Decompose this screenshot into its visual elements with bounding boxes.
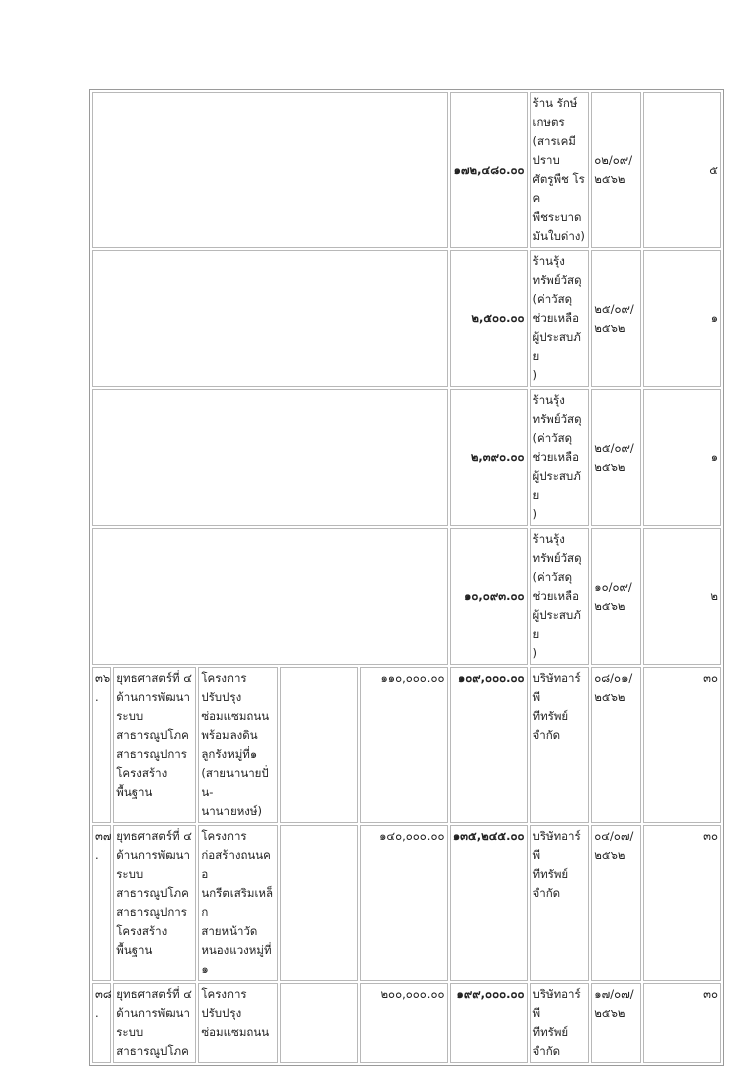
row-number-line: ๓๗	[95, 829, 112, 843]
project-line: โครงการ	[201, 671, 247, 685]
vendor-cell	[530, 250, 590, 387]
project-line: พร้อมลงดิน	[201, 728, 258, 742]
project-line: นานายหงษ์)	[201, 804, 262, 818]
row-number-cell	[92, 667, 111, 823]
project-line: ก่อสร้างถนนคอ	[201, 848, 271, 881]
vendor-line: บริษัทอาร์พี	[532, 829, 581, 862]
strategy-line: สาธารณูปโภค	[116, 1044, 189, 1058]
project-line: ปรับปรุง	[201, 690, 242, 704]
strategy-line: โครงสร้าง	[116, 766, 168, 780]
project-line: ซ่อมแซมถนน	[201, 709, 270, 723]
vendor-line: ทรัพย์วัสดุ	[532, 273, 582, 287]
vendor-line: ทีทรัพย์	[532, 709, 569, 723]
table-row	[92, 92, 721, 248]
strategy-line: สาธารณูปโภค	[116, 728, 189, 742]
empty-merged-cell	[92, 528, 448, 665]
strategy-line: ระบบ	[116, 1025, 144, 1039]
strategy-line: สาธารณูปการ	[116, 905, 187, 919]
date-line: ๒๕๖๒	[594, 172, 626, 186]
row-number-line: .	[95, 690, 99, 704]
vendor-line: มันใบด่าง)	[532, 229, 585, 243]
days-cell: ๑	[643, 389, 721, 526]
project-line: โครงการ	[201, 829, 247, 843]
vendor-line: จำกัด	[532, 886, 561, 900]
vendor-cell	[530, 667, 590, 823]
vendor-line: (ค่าวัสดุ	[532, 292, 573, 306]
date-line: ๐๒/๐๙/	[594, 153, 633, 167]
vendor-line: ช่วยเหลือ	[532, 589, 579, 603]
vendor-line: บริษัทอาร์พี	[532, 671, 581, 704]
vendor-line: พืชระบาด	[532, 210, 582, 224]
strategy-line: ระบบ	[116, 867, 144, 881]
empty-merged-cell	[92, 250, 448, 387]
vendor-line: (ค่าวัสดุ	[532, 570, 573, 584]
vendor-cell	[530, 825, 590, 981]
date-cell	[591, 983, 641, 1063]
project-line: สายหน้าวัด	[201, 924, 258, 938]
date-line: ๒๕/๐๙/	[594, 301, 634, 316]
strategy-line: ด้านการพัฒนา	[116, 1006, 190, 1020]
budget-cell: ๑๑๐,๐๐๐.๐๐	[360, 667, 447, 823]
vendor-line: ผู้ประสบภัย	[532, 469, 581, 502]
table-row	[92, 250, 721, 387]
table-row	[92, 389, 721, 526]
strategy-line: ยุทธศาสตร์ที่ ๔	[116, 671, 192, 685]
strategy-cell	[113, 667, 196, 823]
empty-cell	[280, 667, 358, 823]
date-line: ๒๕๖๒	[594, 459, 626, 474]
strategy-line: โครงสร้าง	[116, 924, 168, 938]
strategy-line: ยุทธศาสตร์ที่ ๔	[116, 829, 192, 843]
empty-cell	[280, 983, 358, 1063]
vendor-line: )	[532, 507, 538, 521]
days-cell: ๓๐	[643, 825, 721, 981]
strategy-line: สาธารณูปการ	[116, 747, 187, 761]
row-number-line: .	[95, 1006, 99, 1020]
empty-merged-cell	[92, 389, 448, 526]
vendor-line: ช่วยเหลือ	[532, 311, 579, 325]
vendor-line: ผู้ประสบภัย	[532, 608, 581, 641]
amount-cell: ๑๙๙,๐๐๐.๐๐	[450, 983, 528, 1063]
date-line: ๒๕/๐๙/	[594, 440, 634, 455]
project-line: (สายนานายปั่น-	[201, 766, 269, 799]
empty-merged-cell	[92, 92, 448, 248]
vendor-line: ทรัพย์วัสดุ	[532, 412, 582, 426]
vendor-line: ทีทรัพย์	[532, 1025, 569, 1039]
project-line: โครงการ	[201, 987, 247, 1001]
budget-cell: ๑๔๐,๐๐๐.๐๐	[360, 825, 447, 981]
table-body	[92, 92, 721, 1063]
strategy-cell	[113, 983, 196, 1063]
date-line: ๐๔/๐๗/	[594, 829, 634, 843]
vendor-line: ทรัพย์วัสดุ	[532, 551, 582, 565]
table-row	[92, 825, 721, 981]
date-line: ๐๘/๐๑/	[594, 671, 633, 685]
strategy-line: พื้นฐาน	[116, 785, 153, 799]
vendor-cell	[530, 389, 590, 526]
vendor-cell	[530, 92, 590, 248]
vendor-line: เกษตร	[532, 115, 565, 129]
days-cell: ๓๐	[643, 667, 721, 823]
project-cell	[198, 983, 278, 1063]
strategy-line: พื้นฐาน	[116, 943, 153, 957]
budget-cell: ๒๐๐,๐๐๐.๐๐	[360, 983, 447, 1063]
vendor-line: (สารเคมี	[532, 134, 576, 148]
strategy-line: ระบบ	[116, 709, 144, 723]
vendor-cell	[530, 983, 590, 1063]
project-cell	[198, 825, 278, 981]
date-line: ๑๐/๐๙/	[594, 579, 632, 594]
date-cell	[591, 92, 641, 248]
days-cell: ๑	[643, 250, 721, 387]
strategy-line: สาธารณูปโภค	[116, 886, 189, 900]
row-number-cell	[92, 983, 111, 1063]
row-number-line: ๓๖	[95, 671, 111, 685]
date-line: ๒๕๖๒	[594, 320, 626, 335]
table-row	[92, 983, 721, 1063]
vendor-line: ร้าน รักษ์	[532, 96, 578, 110]
strategy-line: ยุทธศาสตร์ที่ ๔	[116, 987, 192, 1001]
vendor-line: ร้านรุ้ง	[532, 393, 565, 407]
vendor-line: )	[532, 646, 538, 660]
row-number-cell	[92, 825, 111, 981]
procurement-table	[89, 89, 724, 1066]
amount-cell: ๑๐,๐๙๓.๐๐	[450, 528, 528, 665]
strategy-line: ด้านการพัฒนา	[116, 690, 190, 704]
date-cell	[591, 528, 641, 665]
vendor-line: ผู้ประสบภัย	[532, 330, 581, 363]
project-cell	[198, 667, 278, 823]
date-cell	[591, 825, 641, 981]
project-line: นกรีตเสริมเหล็ก	[201, 886, 274, 919]
vendor-line: บริษัทอาร์พี	[532, 987, 581, 1020]
vendor-line: ช่วยเหลือ	[532, 450, 579, 464]
project-line: หนองแวงหมู่ที่๑	[201, 943, 272, 976]
strategy-cell	[113, 825, 196, 981]
table-row	[92, 528, 721, 665]
days-cell: ๕	[643, 92, 721, 248]
date-cell	[591, 389, 641, 526]
date-line: ๒๕๖๒	[594, 1006, 626, 1020]
row-number-line: ๓๘	[95, 987, 112, 1001]
vendor-line: )	[532, 368, 538, 382]
empty-cell	[280, 825, 358, 981]
vendor-line: ร้านรุ้ง	[532, 254, 565, 268]
vendor-line: จำกัด	[532, 728, 561, 742]
project-line: ปรับปรุง	[201, 1006, 242, 1020]
strategy-line: ด้านการพัฒนา	[116, 848, 190, 862]
date-line: ๒๕๖๒	[594, 848, 626, 862]
vendor-line: จำกัด	[532, 1044, 561, 1058]
project-line: ซ่อมแซมถนน	[201, 1025, 270, 1039]
date-line: ๒๕๖๒	[594, 598, 626, 613]
table-row	[92, 667, 721, 823]
project-line: ลูกรังหมู่ที่๑	[201, 747, 258, 761]
amount-cell: ๒,๓๙๐.๐๐	[450, 389, 528, 526]
amount-cell: ๑๐๙,๐๐๐.๐๐	[450, 667, 528, 823]
vendor-cell	[530, 528, 590, 665]
vendor-line: ทีทรัพย์	[532, 867, 569, 881]
vendor-line: ศัตรูพืช โรค	[532, 172, 585, 205]
date-cell	[591, 667, 641, 823]
vendor-line: ร้านรุ้ง	[532, 532, 565, 546]
row-number-line: .	[95, 848, 99, 862]
date-line: ๒๕๖๒	[594, 690, 626, 704]
amount-cell: ๒,๕๐๐.๐๐	[450, 250, 528, 387]
vendor-line: (ค่าวัสดุ	[532, 431, 573, 445]
vendor-line: ปราบ	[532, 153, 560, 167]
amount-cell: ๑๗๒,๔๘๐.๐๐	[450, 92, 528, 248]
date-line: ๑๗/๐๗/	[594, 987, 634, 1001]
date-cell	[591, 250, 641, 387]
amount-cell: ๑๓๕,๒๔๕.๐๐	[450, 825, 528, 981]
days-cell: ๓๐	[643, 983, 721, 1063]
days-cell: ๒	[643, 528, 721, 665]
